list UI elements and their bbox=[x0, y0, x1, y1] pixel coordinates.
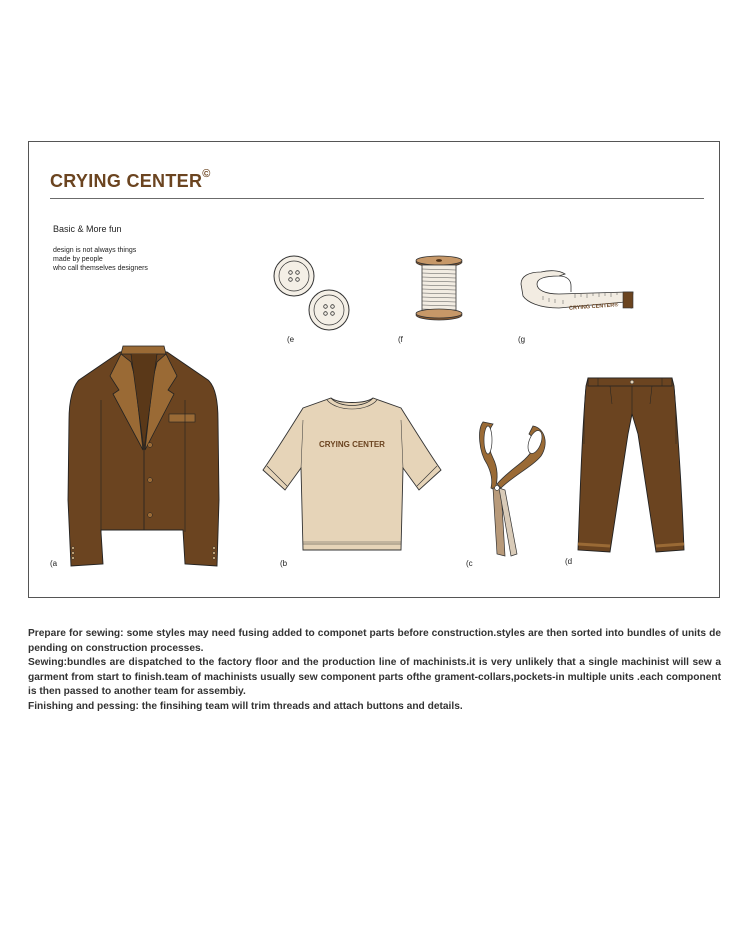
thread-spool-illustration bbox=[413, 254, 465, 324]
label-trousers: (d bbox=[565, 557, 573, 566]
label-buttons: (e bbox=[287, 335, 295, 344]
tagline-line: made by people bbox=[53, 256, 103, 263]
label-tshirt: (b bbox=[280, 559, 288, 568]
moodboard-panel bbox=[28, 141, 720, 598]
label-measuring-tape: (g bbox=[518, 335, 526, 344]
tagline-line: who call themselves designers bbox=[53, 265, 148, 272]
label-scissors: (c bbox=[466, 559, 473, 568]
measuring-tape-illustration bbox=[519, 262, 637, 326]
tagline-line: design is not always things bbox=[53, 247, 137, 254]
tape-print: CRYING CENTER® bbox=[568, 302, 619, 312]
scissors-illustration bbox=[473, 410, 553, 558]
label-jacket: (a bbox=[50, 559, 58, 568]
process-caption bbox=[28, 627, 721, 715]
label-thread-spool: (f bbox=[398, 335, 403, 344]
tagline bbox=[53, 246, 148, 273]
tshirt-illustration bbox=[261, 394, 443, 556]
copyright-mark: © bbox=[202, 168, 211, 180]
tshirt-shape bbox=[261, 394, 443, 556]
caption-paragraph-prepare: Prepare for sewing: some styles may need fusing added to componet parts before construction.styles are then sorted into bundles of units de pending on construction processes. bbox=[28, 628, 721, 654]
brand-name: CRYING CENTER bbox=[50, 171, 203, 191]
buttons-illustration bbox=[270, 252, 356, 334]
title-divider bbox=[50, 198, 704, 199]
subtitle: Basic & More fun bbox=[53, 224, 122, 234]
jacket-illustration bbox=[65, 340, 235, 570]
caption-paragraph-finishing: Finishing and pessing: the finsihing team will trim threads and attach buttons and details. bbox=[28, 700, 463, 712]
tape-shape bbox=[519, 262, 637, 326]
trousers-illustration bbox=[574, 374, 688, 554]
tshirt-print: CRYING CENTER bbox=[319, 440, 385, 449]
brand-title bbox=[50, 168, 211, 192]
caption-paragraph-sewing: Sewing:bundles are dispatched to the factory floor and the production line of machinists.it is very unlikely that a single machinist will sew a garment from start to finish.team of machinists usually sew component parts ofthe grament-collars,pockets-in multiple units .each component is then passed to another team for assembiy. bbox=[28, 657, 721, 698]
